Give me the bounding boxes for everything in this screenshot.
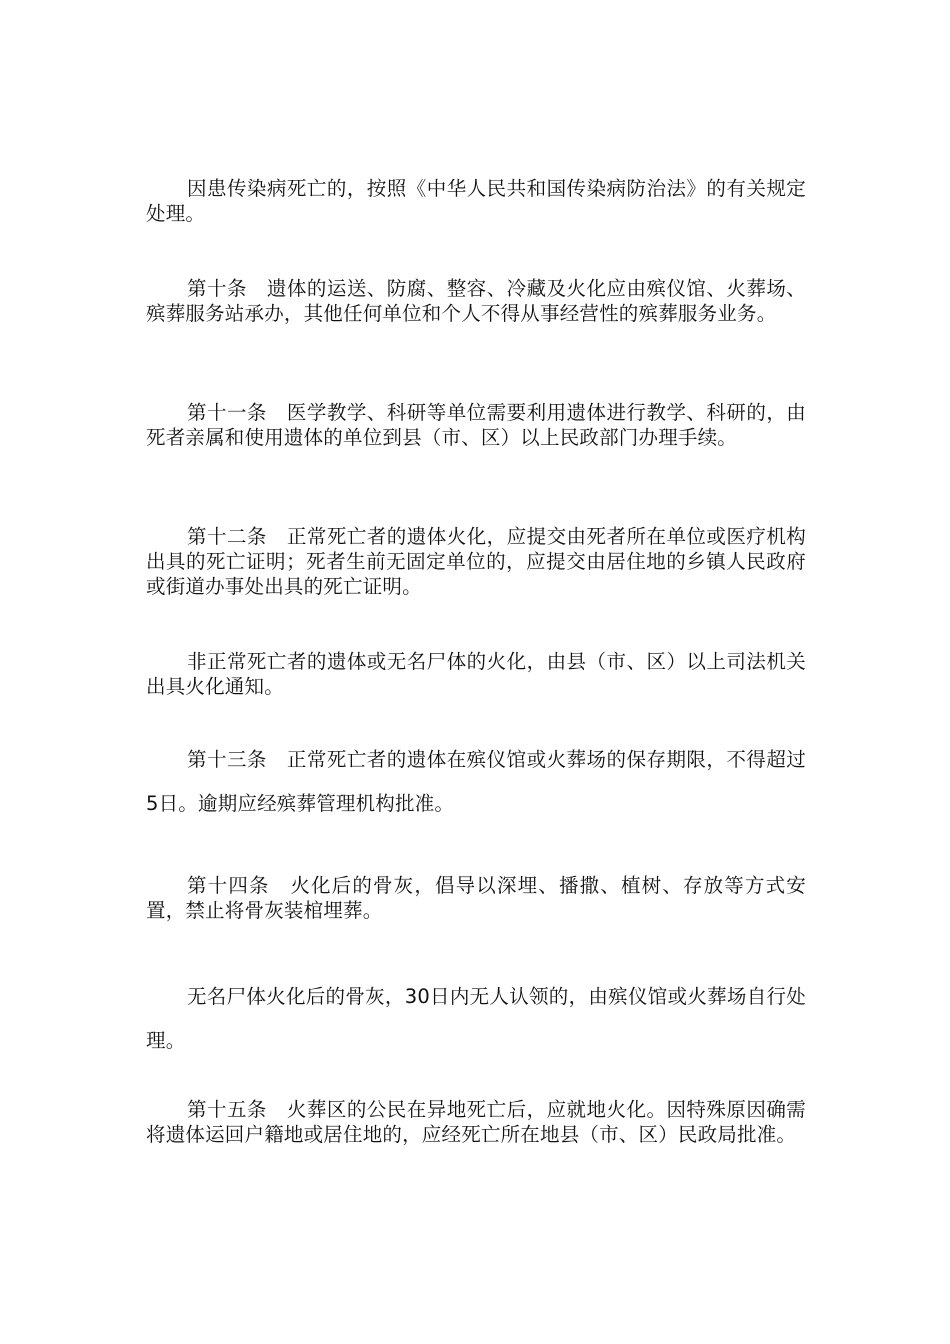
paragraph-infectious-disease: 因患传染病死亡的，按照《中华人民共和国传染病防治法》的有关规定处理。	[146, 177, 806, 225]
paragraph-article-14: 第十四条 火化后的骨灰，倡导以深埋、播撒、植树、存放等方式安置，禁止将骨灰装棺埋葬。	[146, 874, 806, 922]
paragraph-article-15: 第十五条 火葬区的公民在异地死亡后，应就地火化。因特殊原因确需将遗体运回户籍地或居住地的，应经死亡所在地县（市、区）民政局批准。	[146, 1098, 806, 1146]
paragraph-article-11: 第十一条 医学教学、科研等单位需要利用遗体进行教学、科研的，由死者亲属和使用遗体的单位到县（市、区）以上民政部门办理手续。	[146, 401, 806, 449]
paragraph-article-10: 第十条 遗体的运送、防腐、整容、冷藏及火化应由殡仪馆、火葬场、殡葬服务站承办，其他任何单位和个人不得从事经营性的殡葬服务业务。	[146, 277, 806, 325]
paragraph-abnormal-death: 非正常死亡者的遗体或无名尸体的火化，由县（市、区）以上司法机关出具火化通知。	[146, 650, 806, 698]
paragraph-article-13: 第十三条 正常死亡者的遗体在殡仪馆或火葬场的保存期限，不得超过5日。逾期应经殡葬管理机构批准。	[146, 748, 806, 815]
paragraph-article-12: 第十二条 正常死亡者的遗体火化，应提交由死者所在单位或医疗机构出具的死亡证明；死者生前无固定单位的，应提交由居住地的乡镇人民政府或街道办事处出具的死亡证明。	[146, 525, 806, 598]
paragraph-unclaimed-ashes: 无名尸体火化后的骨灰，30日内无人认领的，由殡仪馆或火葬场自行处理。	[146, 985, 806, 1052]
